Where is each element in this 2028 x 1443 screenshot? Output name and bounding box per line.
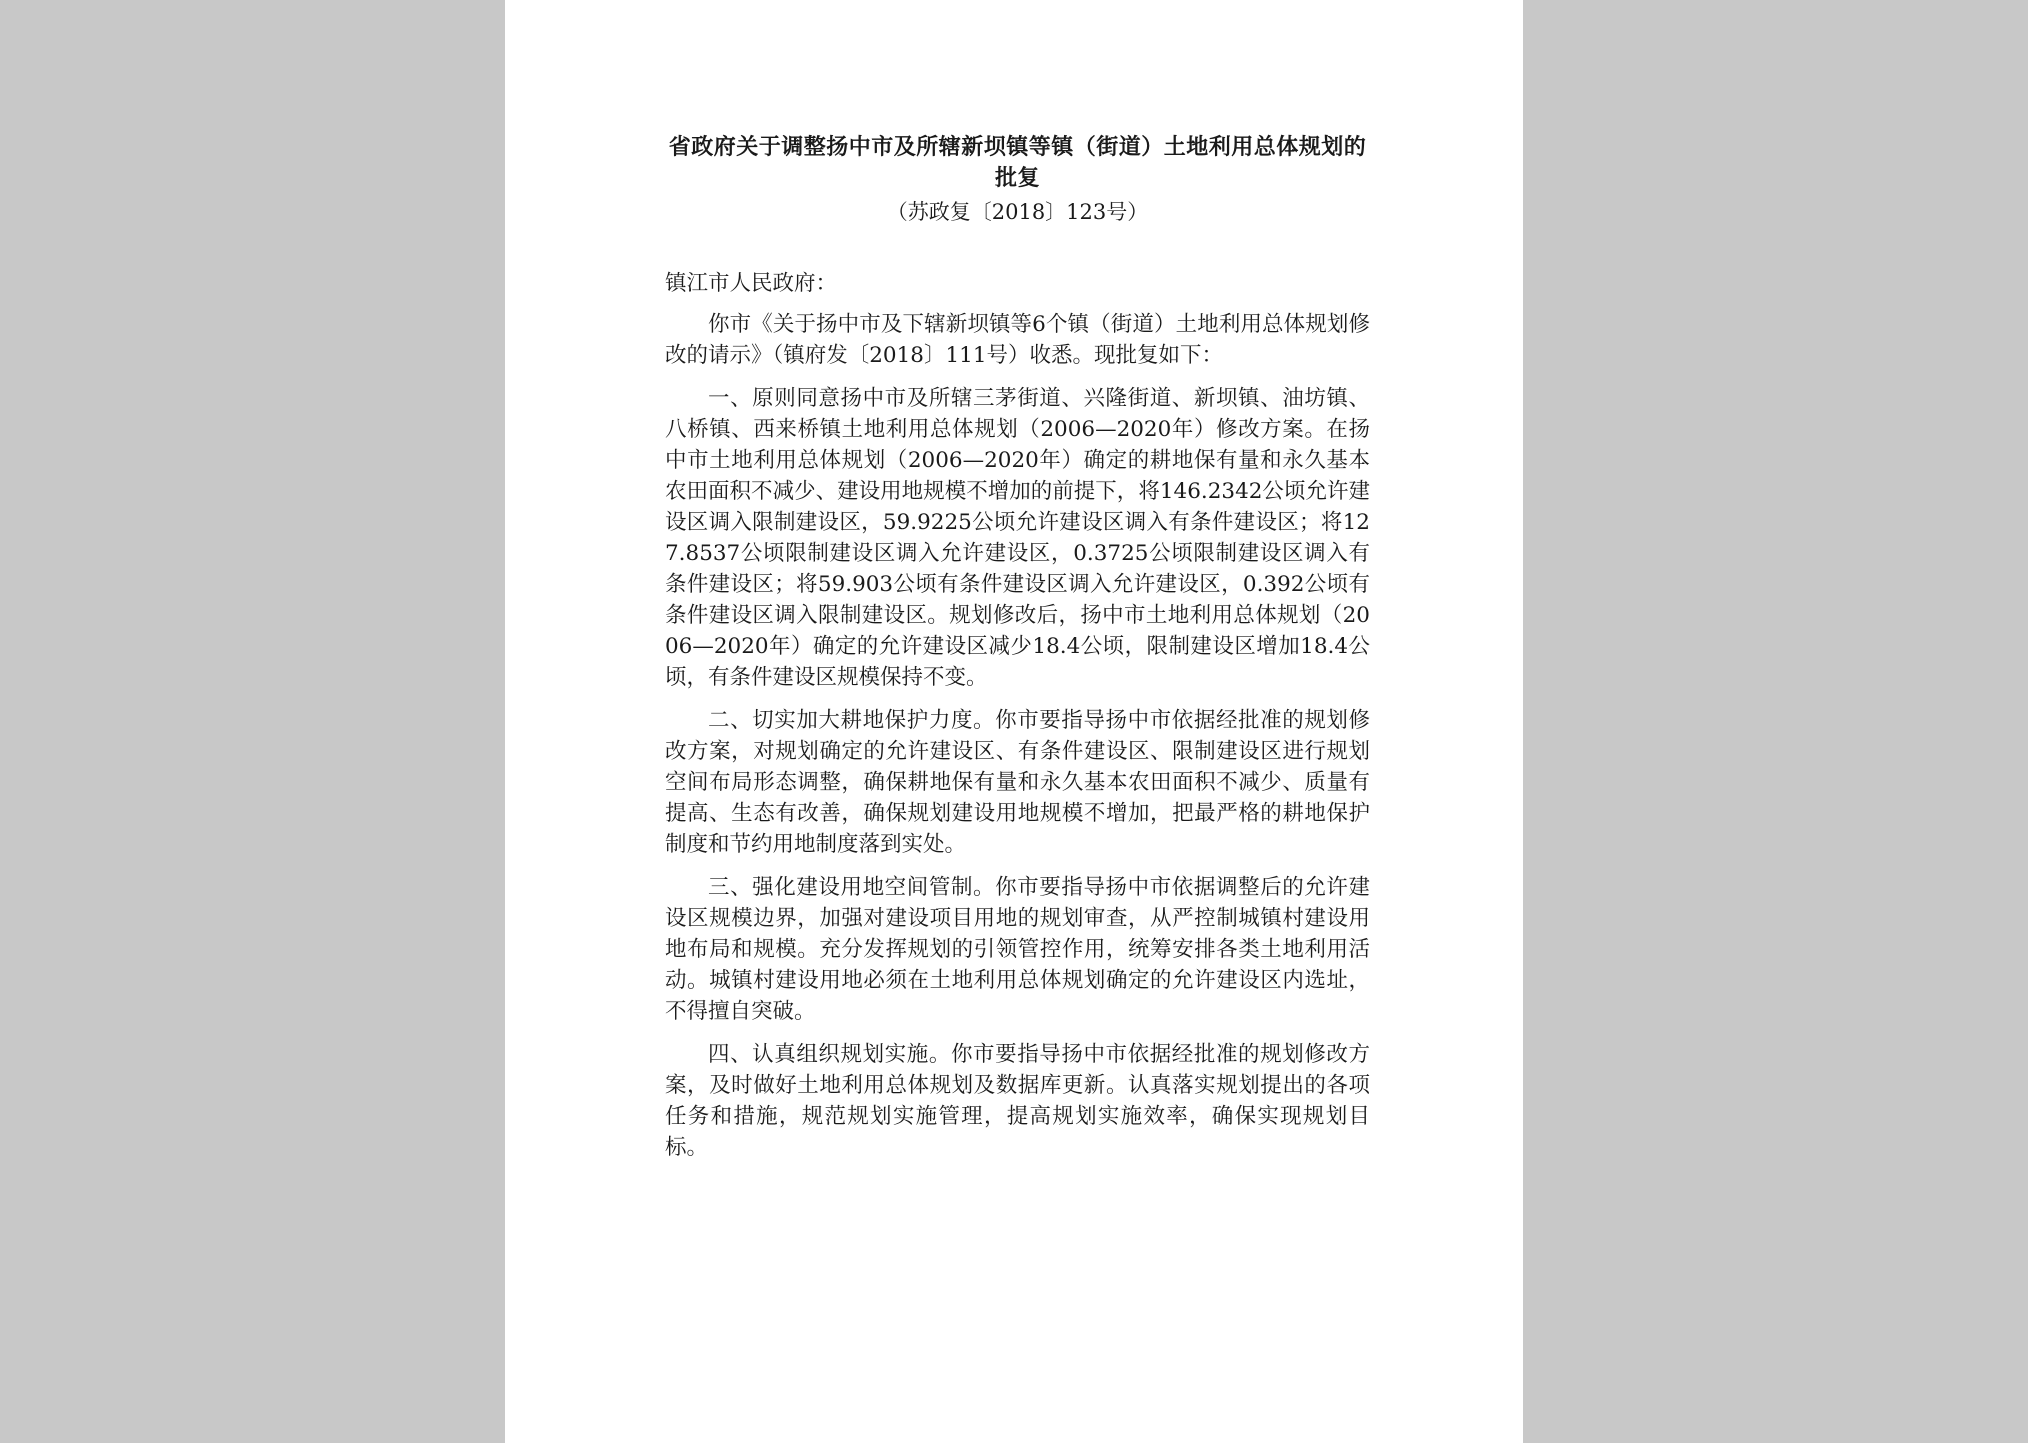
paragraph-item-2: 二、切实加大耕地保护力度。你市要指导扬中市依据经批准的规划修改方案，对规划确定的允许建设区、有条件建设区、限制建设区进行规划空间布局形态调整，确保耕地保有量和永久基本农田面积不减少、质量有提高、生态有改善，确保规划建设用地规模不增加，把最严格的耕地保护制度和节约用地制度落到实处。 xyxy=(665,708,1370,857)
paragraph-item-1: 一、原则同意扬中市及所辖三茅街道、兴隆街道、新坝镇、油坊镇、八桥镇、西来桥镇土地利用总体规划（2006—2020年）修改方案。在扬中市土地利用总体规划（2006—2020年）确定的耕地保有量和永久基本农田面积不减少、建设用地规模不增加的前提下，将146.2342公顷允许建设区调入限制建设区，59.9225公顷允许建设区调入有条件建设区；将127.8537公顷限制建设区调入允许建设区，0.3725公顷限制建设区调入有条件建设区；将59.903公顷有条件建设区调入允许建设区，0.392公顷有条件建设区调入限制建设区。规划修改后，扬中市土地利用总体规划（2006—2020年）确定的允许建设区减少18.4公顷，限制建设区增加18.4公顷，有条件建设区规模保持不变。 xyxy=(665,386,1370,690)
document-page xyxy=(505,0,1523,1443)
document-title: 省政府关于调整扬中市及所辖新坝镇等镇（街道）土地利用总体规划的批复 xyxy=(668,135,1367,191)
paragraph-intro: 你市《关于扬中市及下辖新坝镇等6个镇（街道）土地利用总体规划修改的请示》（镇府发〔2018〕111号）收悉。现批复如下： xyxy=(665,312,1370,368)
paragraph-item-3: 三、强化建设用地空间管制。你市要指导扬中市依据调整后的允许建设区规模边界，加强对建设项目用地的规划审查，从严控制城镇村建设用地布局和规模。充分发挥规划的引领管控作用，统筹安排各类土地利用活动。城镇村建设用地必须在土地利用总体规划确定的允许建设区内选址，不得擅自突破。 xyxy=(665,875,1370,1024)
addressee: 镇江市人民政府： xyxy=(665,271,838,296)
document-content xyxy=(665,132,1370,1163)
paragraph-item-4: 四、认真组织规划实施。你市要指导扬中市依据经批准的规划修改方案，及时做好土地利用总体规划及数据库更新。认真落实规划提出的各项任务和措施，规范规划实施管理，提高规划实施效率，确保实现规划目标。 xyxy=(665,1042,1370,1160)
document-number: （苏政复〔2018〕123号） xyxy=(886,200,1149,224)
